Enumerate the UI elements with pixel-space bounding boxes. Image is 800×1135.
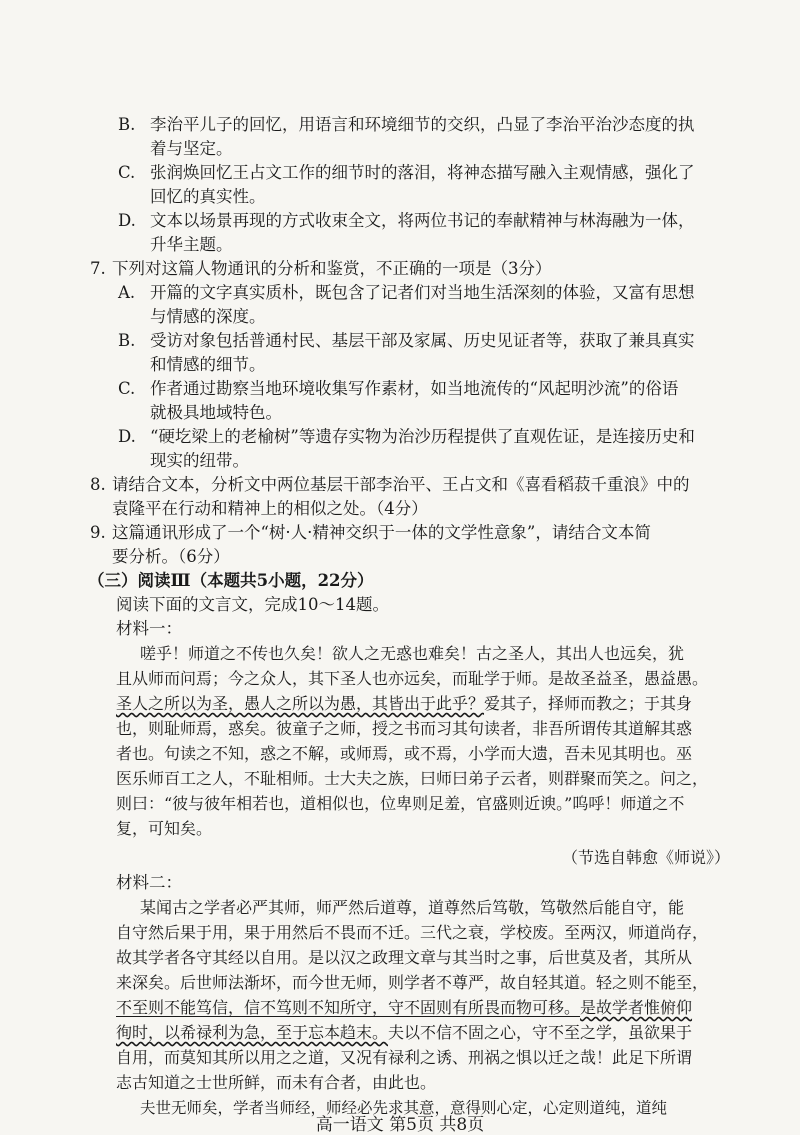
q7-option-d-line1: “硬圪梁上的老榆树”等遗存实物为治沙历程提供了直观佐证，是连接历史和 (150, 427, 695, 446)
q7-option-a-label: A. (118, 283, 136, 302)
material2-line2: 自守然后果于用，果于用然后不畏而不迁。三代之衰，学校废。至两汉，师道尚存， (116, 923, 709, 942)
page-footer: 高一语文 第5页 共8页 (315, 1115, 485, 1135)
material1-source: （节选自韩愈《师说》） (561, 848, 730, 867)
material2-underlined-sentence-b: 是故学者惟俯仰 (580, 998, 693, 1017)
q9-line1: 这篇通讯形成了一个“树·人·精神交织于一体的文学性意象”，请结合文本简 (112, 523, 651, 542)
material2-line4: 来深矣。后世师法渐坏，而今世无师，则学者不尊严，故自轻其道。轻之则不能至， (116, 973, 709, 992)
q8-line2: 袁隆平在行动和精神上的相似之处。（4分） (112, 499, 428, 518)
material1-line7: 则曰：“彼与彼年相若也，道相似也，位卑则足羞，官盛则近谀。”呜呼！师道之不 (116, 794, 685, 813)
q6-option-d-label: D. (118, 211, 136, 230)
section3-instruction: 阅读下面的文言文，完成10～14题。 (116, 595, 389, 614)
material2-line5 (116, 997, 692, 1019)
material2-line3: 故其学者各守其经以自用。是以汉之政理文章与其当时之事，后世莫及者，其所从 (116, 948, 693, 967)
q6-option-c-line1: 张润焕回忆王占文工作的细节时的落泪，将神态描写融入主观情感，强化了 (150, 163, 695, 182)
q7-option-a-line1: 开篇的文字真实质朴，既包含了记者们对当地生活深刻的体验，又富有思想 (150, 283, 695, 302)
q7-option-d-line2: 现实的纽带。 (150, 451, 249, 470)
q6-option-c-line2: 回忆的真实性。 (150, 187, 266, 206)
q7-option-d-label: D. (118, 427, 136, 446)
q9-number: 9. (90, 523, 106, 542)
material2-line6 (116, 1022, 692, 1044)
q6-option-b-label: B. (118, 115, 136, 134)
material1-line1: 嗟乎！师道之不传也久矣！欲人之无惑也难矣！古之圣人，其出人也远矣，犹 (140, 644, 685, 663)
material2-underlined-sentence-b-cont: 徇时，以希禄利为急，至于忘本趋末。 (116, 1023, 389, 1042)
material1-line5: 者也。句读之不知，惑之不解，或师焉，或不焉，小学而大遗，吾未见其明也。巫 (116, 744, 693, 763)
material2-line8: 志古知道之士世所鲜，而未有合者，由此也。 (116, 1073, 437, 1092)
material2-line1: 某闻古之学者必严其师，师严然后道尊，道尊然后笃敬，笃敬然后能自守，能 (140, 898, 685, 917)
material1-line4: 也，则耻师焉，惑矣。彼童子之师，授之书而习其句读者，非吾所谓传其道解其惑 (116, 719, 693, 738)
section3-heading: （三）阅读Ⅲ（本题共5小题，22分） (88, 571, 374, 590)
q7-option-b-line2: 和情感的细节。 (150, 355, 266, 374)
material1-line3 (116, 693, 692, 715)
q6-option-d-line2: 升华主题。 (150, 235, 233, 254)
material1-line3-rest: 爱其子，择师而教之；于其身 (484, 694, 693, 713)
material1-line6: 医乐师百工之人，不耻相师。士大夫之族，曰师曰弟子云者，则群聚而笑之。问之， (116, 769, 709, 788)
material2-line6-rest: 夫以不信不固之心，守不至之学，虽欲果于 (388, 1023, 693, 1042)
material1-line8: 复，可知矣。 (116, 819, 213, 838)
q7-option-c-line2: 就极具地域特色。 (150, 403, 282, 422)
q7-option-c-line1: 作者通过勘察当地环境收集写作素材，如当地流传的“风起明沙流”的俗语 (150, 379, 679, 398)
q7-option-c-label: C. (118, 379, 136, 398)
q7-option-a-line2: 与情感的深度。 (150, 307, 266, 326)
material2-line7: 自用，而莫知其所以用之之道，又况有禄利之诱、刑祸之惧以迁之哉！此足下所谓 (116, 1048, 693, 1067)
q8-number: 8. (90, 475, 106, 494)
q6-option-b-line1: 李治平儿子的回忆，用语言和环境细节的交织，凸显了李治平治沙态度的执 (150, 115, 695, 134)
material1-line2: 且从师而问焉；今之众人，其下圣人也亦远矣，而耻学于师。是故圣益圣，愚益愚。 (116, 669, 709, 688)
q8-line1: 请结合文本，分析文中两位基层干部李治平、王占文和《喜看稻菽千重浪》中的 (112, 475, 690, 494)
q9-line2: 要分析。（6分） (112, 547, 230, 566)
q7-stem: 下列对这篇人物通讯的分析和鉴赏，不正确的一项是（3分） (112, 259, 552, 278)
q7-option-b-label: B. (118, 331, 136, 350)
material2-line9: 夫世无师矣，学者当师经，师经必先求其意，意得则心定，心定则道纯，道纯 (140, 1099, 668, 1117)
material1-underlined-sentence: 圣人之所以为圣，愚人之所以为愚，其皆出于此乎？ (116, 694, 485, 713)
material1-label: 材料一： (116, 619, 182, 638)
q6-option-b-line2: 着与坚定。 (150, 139, 233, 158)
q6-option-d-line1: 文本以场景再现的方式收束全文，将两位书记的奉献精神与林海融为一体， (150, 211, 695, 230)
q6-option-c-label: C. (118, 163, 136, 182)
q7-number: 7. (90, 259, 106, 278)
material2-underlined-sentence-a: 不至则不能笃信，信不笃则不知所守，守不固则有所畏而物可移。 (116, 998, 581, 1017)
material2-label: 材料二： (116, 873, 182, 892)
q7-option-b-line1: 受访对象包括普通村民、基层干部及家属、历史见证者等，获取了兼具真实 (150, 331, 695, 350)
